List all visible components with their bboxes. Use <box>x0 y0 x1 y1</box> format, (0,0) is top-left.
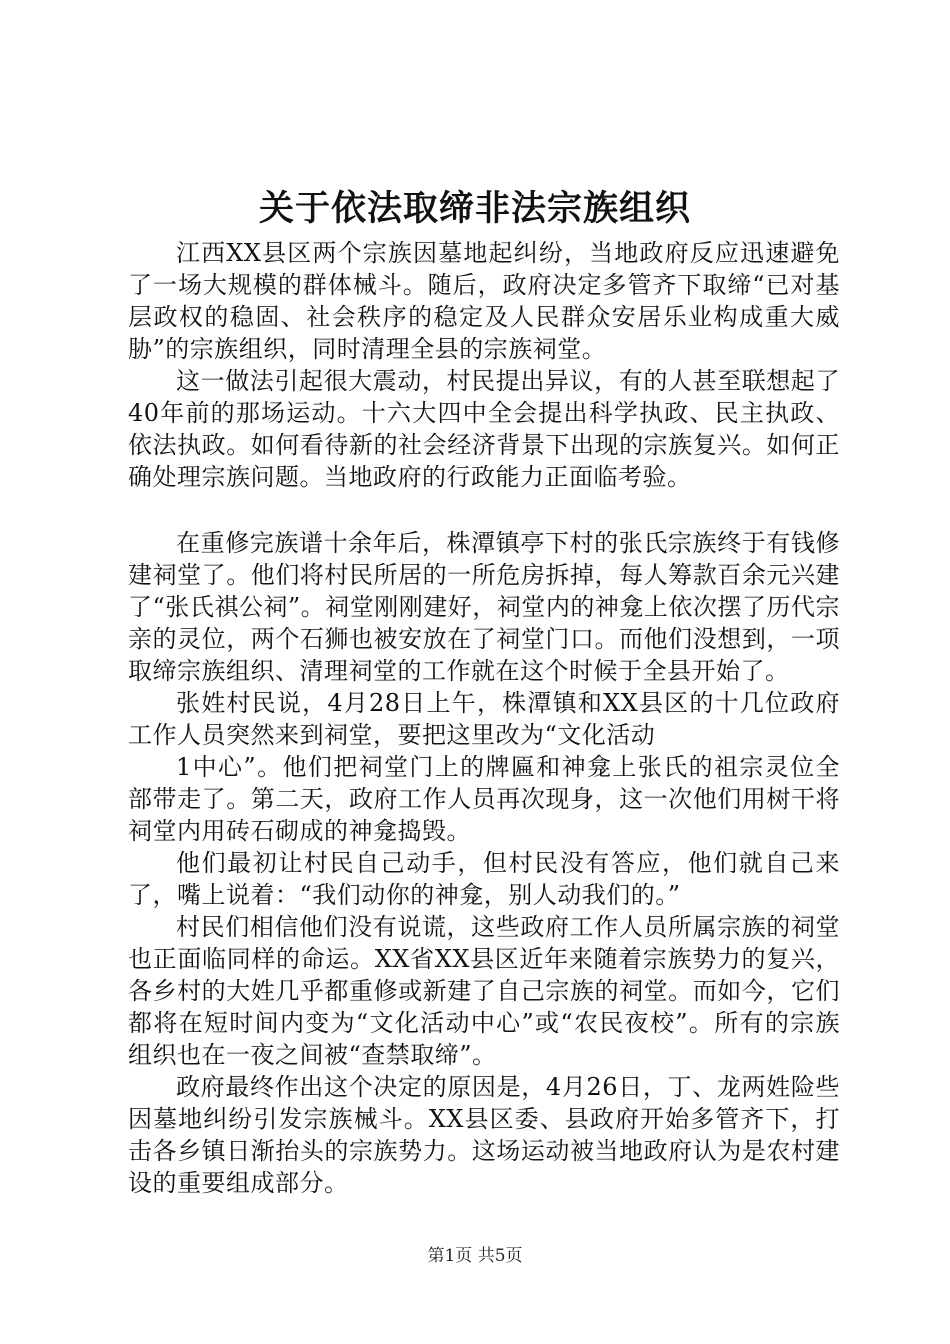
paragraph-5: 1中心”。他们把祠堂门上的牌匾和神龛上张氏的祖宗灵位全部带走了。第二天，政府工作人员再次现身，这一次他们用树干将祠堂内用砖石砌成的神龛捣毁。 <box>128 753 840 845</box>
page-footer: 第1页 共5页 <box>427 1246 523 1266</box>
paragraph-2: 这一做法引起很大震动，村民提出异议，有的人甚至联想起了40年前的那场运动。十六大四中全会提出科学执政、民主执政、依法执政。如何看待新的社会经济背景下出现的宗族复兴。如何正确处理宗族问题。当地政府的行政能力正面临考验。 <box>128 367 840 491</box>
paragraph-4: 张姓村民说，4月28日上午，株潭镇和XX县区的十几位政府工作人员突然来到祠堂，要把这里改为“文化活动 <box>128 689 840 749</box>
paragraph-3: 在重修完族谱十余年后，株潭镇亭下村的张氏宗族终于有钱修建祠堂了。他们将村民所居的一所危房拆掉，每人筹款百余元兴建了“张氏祺公祠”。祠堂刚刚建好，祠堂内的神龛上依次摆了历代宗亲的灵位，两个石狮也被安放在了祠堂门口。而他们没想到，一项取缔宗族组织、清理祠堂的工作就在这个时候于全县开始了。 <box>128 529 840 685</box>
document-title: 关于依法取缔非法宗族组织 <box>258 188 691 229</box>
paragraph-7: 村民们相信他们没有说谎，这些政府工作人员所属宗族的祠堂也正面临同样的命运。XX省XX县区近年来随着宗族势力的复兴，各乡村的大姓几乎都重修或新建了自己宗族的祠堂。而如今，它们都将在短时间内变为“文化活动中心”或“农民夜校”。所有的宗族组织也在一夜之间被“查禁取缔”。 <box>128 913 840 1069</box>
document-body <box>128 237 840 1199</box>
paragraph-8: 政府最终作出这个决定的原因是，4月26日，丁、龙两姓险些因墓地纠纷引发宗族械斗。XX县区委、县政府开始多管齐下，打击各乡镇日渐抬头的宗族势力。这场运动被当地政府认为是农村建设的重要组成部分。 <box>128 1073 840 1197</box>
paragraph-6: 他们最初让村民自己动手，但村民没有答应，他们就自己来了，嘴上说着：“我们动你的神龛，别人动我们的。” <box>128 849 840 909</box>
paragraph-1: 江西XX县区两个宗族因墓地起纠纷，当地政府反应迅速避免了一场大规模的群体械斗。随后，政府决定多管齐下取缔“已对基层政权的稳固、社会秩序的稳定及人民群众安居乐业构成重大威胁”的宗族组织，同时清理全县的宗族祠堂。 <box>128 239 840 363</box>
